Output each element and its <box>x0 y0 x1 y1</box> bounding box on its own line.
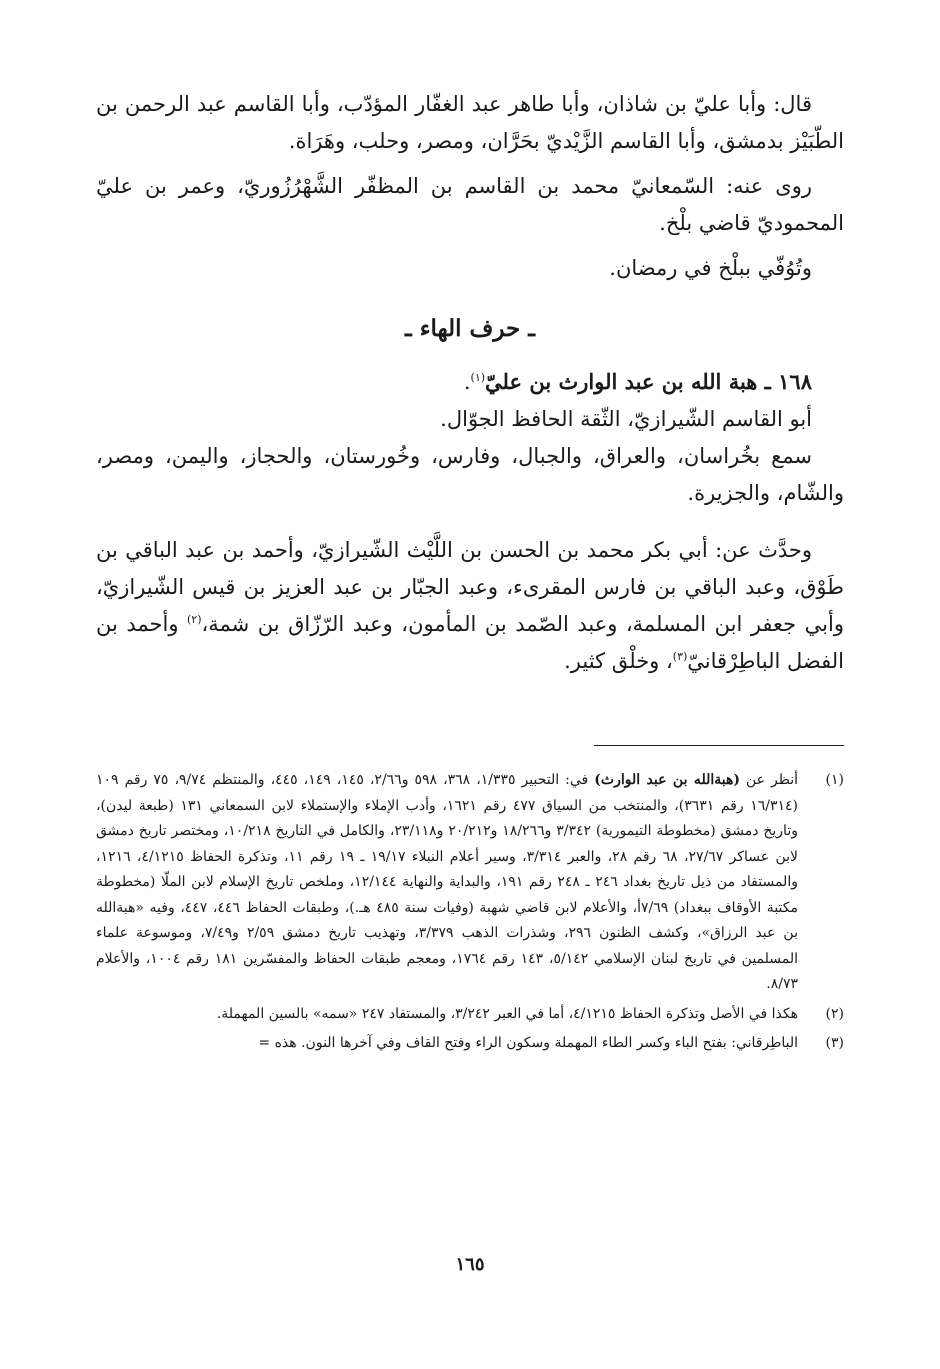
footnote-number: (٣) <box>825 1035 844 1051</box>
footnote-body: في: التحبير ١/٣٣٥، ٣٦٨، ٥٩٨ و٢/٦٦، ١٤٥، ١٤٩، ٤٤٥، والمنتظم ٩/٧٤، ٧٥ رقم ١٠٩ (١٦/٣١٤ رقم ٣٦٣١)، والمنتخب من السياق ٤٧٧ رقم ١٦٢١، وأدب الإملاء والإستملاء لابن السمعاني ١٣١ (طبعة ليدن)، وتاريخ دمشق (مخطوطة التيمورية) ٣/٣٤٢ و١٨/٢٦٦ و٢٠/٢١٢ و٢٣/١١٨، والكامل في التاريخ ١٠/٢١٨، ومختصر تاريخ دمشق لابن عساكر ٢٧/٦٧، ٦٨ رقم ٢٨، والعبر ٣/٣١٤، وسير أعلام النبلاء ١٩/١٧ ـ ١٩ رقم ١١، وتذكرة الحفاظ ٤/١٢١٥، ١٢١٦، والمستفاد من ذيل تاريخ بغداد ٢٤٦ ـ ٢٤٨ رقم ١٩١، والبداية والنهاية ١٢/١٤٤، وملخص تاريخ الإسلام لابن الملّا (مخطوطة مكتبة الأوقاف ببغداد) ٧/٦٩أ، والأعلام لابن قاضي شهبة (وفيات سنة ٤٨٥ هـ.)، وطبقات الحفاظ ٤٤٦، ٤٤٧، وفيه «هبةالله بن عبد الرزاق»، وكشف الظنون ٢٩٦، وشذرات الذهب ٣/٣٧٩، وتهذيب تاريخ دمشق ٢/٥٩ و٧/٤٩، وموسوعة علماء المسلمين في تاريخ لبنان الإسلامي ٥/١٤٢، ١٤٣ رقم ١٧٦٤، ومعجم طبقات الحفاظ والمفسّرين ١٨١ رقم ١٠٠٤، والأعلام ٨/٧٣. <box>96 772 799 992</box>
footnote-1 <box>96 768 844 998</box>
footnote-ref-3[interactable]: (٣) <box>672 650 688 663</box>
footnote-number: (٢) <box>825 1005 844 1022</box>
entry-title-line <box>96 363 844 401</box>
paragraph-narrated-from <box>96 532 844 680</box>
narrated-from-text-c: ، وخلْق كثير. <box>564 649 673 673</box>
footnotes <box>96 768 844 1061</box>
paragraph-kunya: أبو القاسم الشّيرازيّ، الثّقة الحافظ الجوّال. <box>440 407 812 431</box>
entry-title: ١٦٨ ـ هبة الله بن عبد الوارث بن عليّ <box>485 369 812 394</box>
narrated-from-text-b: وأحمد بن الفضل الباطِرْقانيّ <box>96 612 844 673</box>
footnote-body: الباطِرقاني: بفتح الباء وكسر الطاء المهملة وسكون الراء وفتح القاف وفي آخرها النون. هذه = <box>258 1035 798 1051</box>
paragraph-travels: سمع بخُراسان، والعراق، والجبال، وفارس، وخُورستان، والحجاز، واليمن، ومصر، والشّام، والجزيرة. <box>96 444 844 505</box>
footnote-number: (١) <box>825 772 844 788</box>
section-heading: ـ حرف الهاء ـ <box>404 315 536 342</box>
entry-title-end: . <box>463 370 471 394</box>
main-text <box>96 86 844 680</box>
footnote-ref-2[interactable]: (٢) <box>186 613 202 626</box>
footnote-3 <box>96 1031 844 1057</box>
paragraph-narrators: روى عنه: السّمعانيّ محمد بن القاسم بن المظفّر الشَّهْرُزُوريّ، وعمر بن عليّ المحموديّ قاضي بلْخ. <box>96 174 844 235</box>
footnote-text <box>96 768 798 998</box>
paragraph-teachers: قال: وأبا عليّ بن شاذان، وأبا طاهر عبد الغفّار المؤدّب، وأبا القاسم عبد الرحمن بن الطّبَيْز بدمشق، وأبا القاسم الزَّيْديّ بحَرَّان، ومصر، وحلب، وهَرَاة. <box>96 92 844 153</box>
footnote-lead: أنظر عن <box>739 772 799 788</box>
page-number: ١٦٥ <box>455 1254 485 1275</box>
footnote-body: هكذا في الأصل وتذكرة الحفاظ ٤/١٢١٥، أما في العبر ٣/٢٤٢، والمستفاد ٢٤٧ «سمه» بالسين المهملة. <box>216 1005 798 1022</box>
footnote-separator <box>594 745 844 746</box>
footnote-2 <box>96 1002 844 1028</box>
paragraph-death: وتُوُفّي ببلْخ في رمضان. <box>609 256 812 280</box>
narrated-from-text-a: وحدَّث عن: أبي بكر محمد بن الحسن بن اللَّيْث الشّيرازيّ، وأحمد بن عبد الباقي بن طَوْق، وعبد الباقي بن فارس المقرىء، وعبد الجبّار بن عبد العزيز بن قيس الشّيرازيّ، وأبي جعفر ابن المسلمة، وعبد الصّمد بن المأمون، وعبد الرّزّاق بن شمة، <box>96 538 844 636</box>
footnote-ref-1[interactable]: (١) <box>470 371 486 384</box>
footnote-bold-name: (هبةالله بن عبد الوارث) <box>594 772 740 788</box>
